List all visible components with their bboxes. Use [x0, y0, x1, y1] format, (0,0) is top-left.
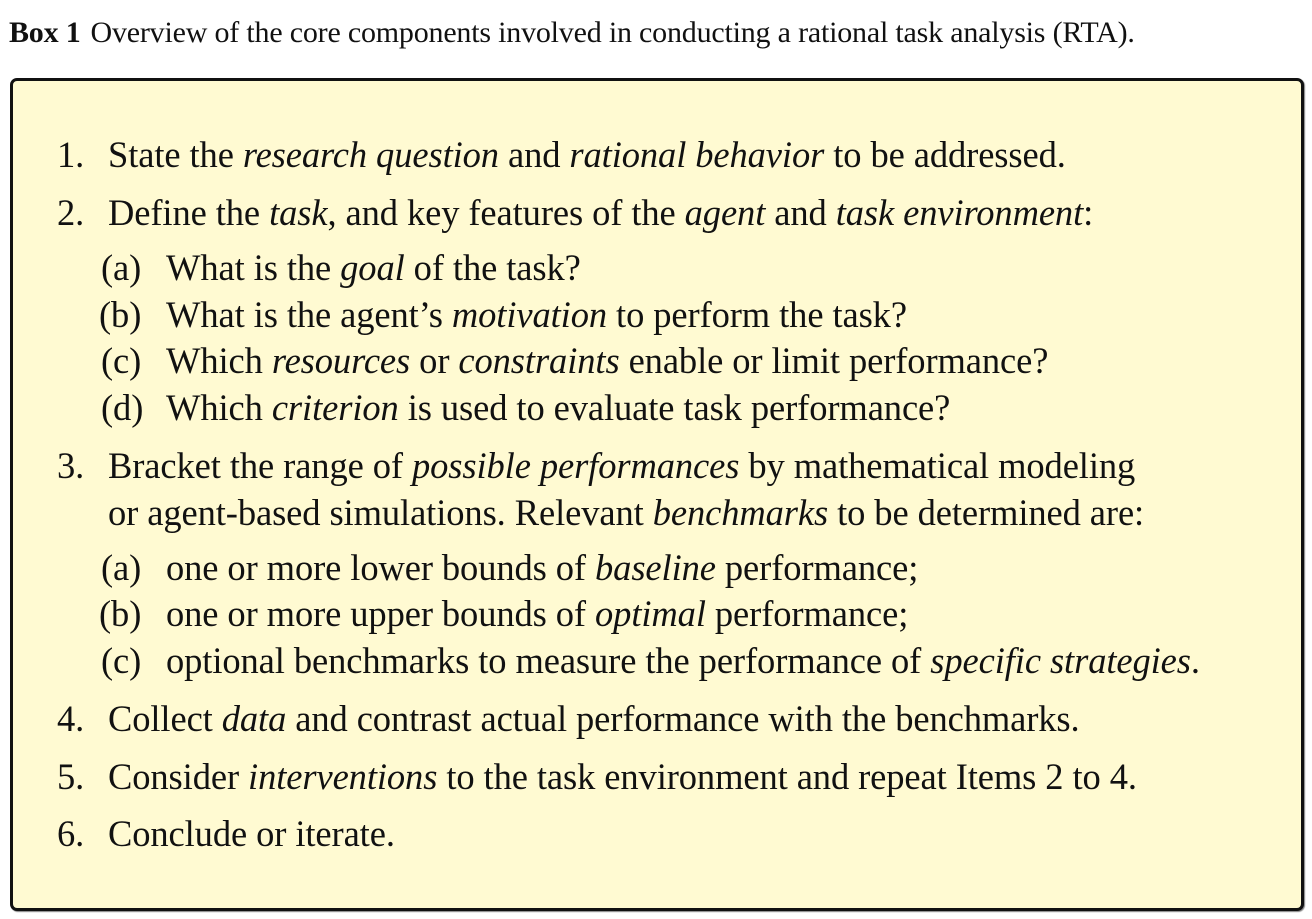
- text-run: to the task environment and repeat Items 2 to 4.: [437, 756, 1137, 797]
- emphasis-term: resources: [271, 340, 411, 381]
- text-run: by mathematical modeling: [739, 445, 1136, 486]
- emphasis-term: goal: [340, 247, 405, 288]
- item-text: [108, 446, 1135, 486]
- emphasis-term: benchmarks: [652, 492, 829, 533]
- text-run: Collect: [108, 698, 222, 739]
- caption-text: Overview of the core components involved in conducting a rational task analysis (RTA).: [90, 16, 1135, 49]
- emphasis-term: agent: [684, 192, 766, 233]
- text-run: and: [498, 134, 570, 175]
- emphasis-term: task: [269, 192, 328, 233]
- item-number: 2.: [57, 192, 85, 233]
- text-run: Which: [166, 387, 272, 428]
- text-run: to be determined are:: [828, 492, 1145, 533]
- text-run: and: [765, 192, 836, 233]
- text-run: performance;: [715, 547, 919, 588]
- text-run: optional benchmarks to measure the performance of: [166, 640, 931, 681]
- item-number: 5.: [57, 756, 85, 797]
- item-text: [108, 135, 1066, 175]
- emphasis-term: research question: [242, 134, 499, 175]
- text-run: :: [1083, 192, 1094, 233]
- emphasis-term: possible performances: [411, 445, 740, 486]
- item-number: 1.: [57, 134, 85, 175]
- item-number: (b): [99, 593, 142, 634]
- text-run: What is the agent’s: [166, 294, 452, 335]
- text-run: performance;: [705, 593, 909, 634]
- item-number: (a): [101, 247, 142, 288]
- text-run: one or more upper bounds of: [166, 593, 596, 634]
- item-text: [166, 388, 950, 428]
- text-run: enable or limit performance?: [619, 340, 1049, 381]
- text-run: or agent-based simulations. Relevant: [108, 492, 653, 533]
- text-run: Define the: [108, 192, 270, 233]
- text-run: Consider: [108, 756, 249, 797]
- item-number: 6.: [57, 813, 85, 854]
- emphasis-term: motivation: [451, 294, 607, 335]
- item-number: (d): [101, 387, 144, 428]
- emphasis-term: criterion: [271, 387, 399, 428]
- text-run: Conclude or iterate.: [108, 813, 395, 854]
- rta-box: [10, 78, 1304, 911]
- emphasis-term: constraints: [458, 340, 620, 381]
- emphasis-term: specific strategies: [930, 640, 1191, 681]
- text-run: What is the: [166, 247, 341, 288]
- text-run: to be addressed.: [824, 134, 1066, 175]
- emphasis-term: optimal: [595, 593, 706, 634]
- item-text: [108, 814, 395, 854]
- item-number: (b): [99, 294, 142, 335]
- emphasis-term: rational behavior: [569, 134, 825, 175]
- text-run: Which: [166, 340, 272, 381]
- item-number: 4.: [57, 698, 85, 739]
- item-number: (a): [101, 547, 142, 588]
- item-text: [166, 248, 581, 288]
- emphasis-term: data: [221, 698, 287, 739]
- text-run: of the task?: [404, 247, 581, 288]
- text-run: is used to evaluate task performance?: [398, 387, 951, 428]
- emphasis-term: interventions: [248, 756, 438, 797]
- item-text: [108, 193, 1093, 233]
- box-caption: [9, 16, 1135, 50]
- text-run: , and key features of the: [327, 192, 685, 233]
- emphasis-term: task environment: [835, 192, 1084, 233]
- text-run: Bracket the range of: [108, 445, 412, 486]
- item-number: (c): [101, 340, 142, 381]
- item-text: [166, 594, 908, 634]
- box-label: Box 1: [9, 16, 81, 49]
- emphasis-term: baseline: [595, 547, 716, 588]
- item-text: [166, 295, 907, 335]
- text-run: and contrast actual performance with the benchmarks.: [286, 698, 1080, 739]
- item-text: [108, 699, 1080, 739]
- text-run: to perform the task?: [607, 294, 907, 335]
- item-text: [108, 493, 1144, 533]
- item-text: [166, 641, 1200, 681]
- item-text: [166, 341, 1048, 381]
- item-text: [166, 548, 918, 588]
- text-run: or: [410, 340, 459, 381]
- text-run: one or more lower bounds of: [166, 547, 596, 588]
- text-run: .: [1190, 640, 1200, 681]
- item-text: [108, 757, 1137, 797]
- item-number: (c): [101, 640, 142, 681]
- text-run: State the: [108, 134, 243, 175]
- item-number: 3.: [57, 445, 85, 486]
